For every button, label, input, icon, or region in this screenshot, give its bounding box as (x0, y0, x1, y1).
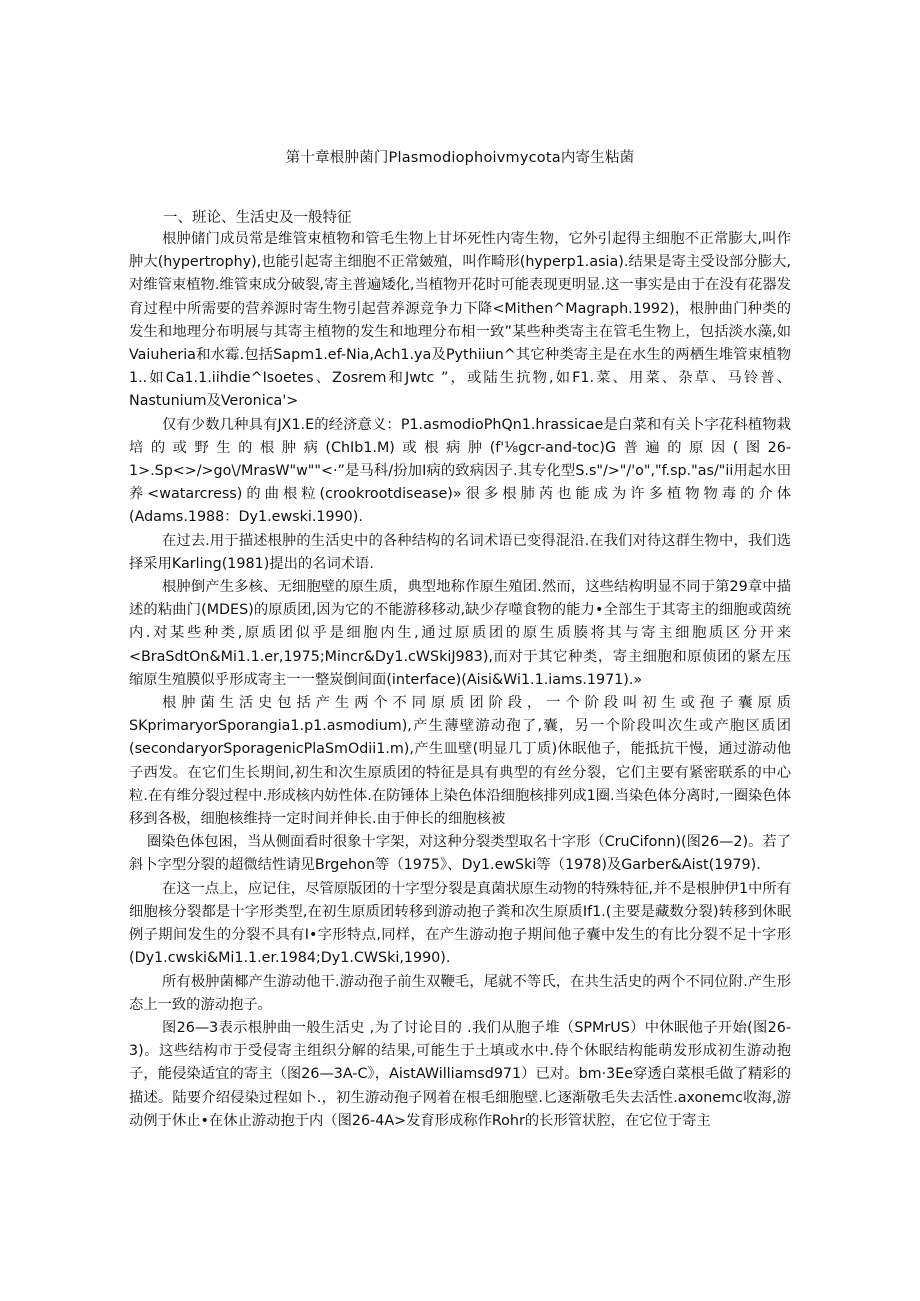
body-text (129, 228, 791, 1133)
paragraph: 仅有少数几种具有JX1.E的经济意义：P1.asmodioPhQn1.hrassicae是白菜和有关卜字花科植物栽培的或野生的根肿病(ChIb1.M)或根病肿(f'⅛gcr-and-toc)G普遍的原因(图26-1>.Sp<>/>go\/MrasW"w""<·”是马科/扮加I病的致病因子.其专化型S.s"/>"/'o","f.sp."as/"ii用起水田养<watarcress)的曲根粒(crookrootdisease)»很多根肺芮也能成为许多植物物毒的介体(Adams.1988：Dy1.ewski.1990). (129, 416, 791, 526)
paragraph: 根肿菌生活史包括产生两个不同原质团阶段，一个阶段叫初生或孢子囊原质SKprimaryorSporangia1.p1.asmodium),产生薄壁游动孢了,囊，另一个阶段叫次生或产胞区质团(secondaryorSporagenicPlaSmOdii1.m),产生皿壁(明显几丁质)休眠他子，能抵抗干慢，通过游动他子西发。在它们生长期间,初生和次生原质团的特征是具有典型的有丝分裂，它们主要有紧密联系的中心粒.在有维分裂过程中.形成核内妨性体.在防锤体上染色体沿细胞核排列成1圈.当染色体分离时,一圈染色体移到各极，细胞核维持一定时间并伸长.由于伸长的细胞核被 (129, 695, 791, 828)
paragraph: 在这一点上，应记住，尽管原版团的十字型分裂是真菌状原生动物的特殊特征,并不是根肿伊1中所有细胞核分裂都是十字形类型,在初生原质团转移到游动抱子粪和次生原质If1.(主要是藏数分裂)转移到休眠例子期间发生的分裂不具有I•字形特点,同样，在产生游动抱子期间他子囊中发生的有比分裂不足十字形(Dy1.cwski&Mi1.1.er.1984;Dy1.CWSki,1990). (129, 880, 791, 967)
paragraph: 在过去.用于描述根肿的生活史中的各种结构的名词术语已变得混沿.在我们对待这群生物中，我们选择采用Karling(1981)提出的名词术语. (129, 532, 791, 572)
paragraph: 圈染色体包困，当从侧面看时很象十字架，对这种分裂类型取名十字形（CruCifonn)(图26—2)。若了斜卜字型分裂的超微结性请见Brgehon等（1975》、Dy1.ewSki等（1978)及Garber&Aist(1979). (129, 834, 791, 874)
section-heading: 一、班论、生活史及一般特征 (163, 210, 352, 226)
paragraph: 根肿储门成员常是维管束植物和管毛生物上甘坏死性内寄生物，它外引起得主细胞不正常膨大,叫作肿大(hypertrophy),也能引起寄主细胞不正常皴殖，叫作畸形(hyperp1.asia).结果是寄主受设部分膨大,对维管束植物.维管束成分破裂,寄主普遍矮化,当植物开花时可能表现更明显.这一事实是由于在没有花器发育过程中所需要的营养源时寄生物引起营养源竞争力下降<Mithen^Magraph.1992)，根肿曲门种类的发生和地理分布明展与其寄主植物的发生和地理分布相一致”某些种类寄主在管毛生物上，包括淡水藻,如Vaiuheria和水霉.包括Sapm1.ef-Nia,Ach1.ya及Pythiiun^其它种类寄主是在水生的两栖生堆管束植物1..如Ca1.1.iihdie^Isoetes、Zosrem和Jwtc ”，或陆生抗物,如F1.菜、用菜、杂草、马铃普、Nastunium及Veronica'> (129, 231, 791, 410)
paragraph: 根肿倒产生多核、无细胞壁的原生质，典型地称作原生殖团.然而，这些结构明显不同于第29章中描述的粘曲门(MDES)的原质团,因为它的不能游移移动,缺少存噬食物的能力•全部生于其寄主的细胞或茵统内.对某些种类,原质团似乎是细胞内生,通过原质团的原生质腠将其与寄主细胞质区分开来<BraSdtOn&Mi1.1.er,1975;Mincr&Dy1.cWSkiJ983),而对于其它种类，寄主细胞和原侦团的紧左压缩原生殖膜似乎形成寄主一一整炭倒间面(interface)(Aisi&Wi1.1.iams.1971).» (129, 579, 791, 688)
chapter-title: 第十章根肿菌门Plasmodiophoivmycota内寄生粘菌 (285, 150, 635, 166)
paragraph: 图26—3表示根肿曲一般生活史 ,为了讨论目的 .我们从胞子堆（SPMrUS）中休眠他子开始(图26-3)。这些结构市于受侵寄主组织分解的结果,可能生于土填或水中.侍个休眠结构能萌发形成初生游动抱子，能侵染适宜的寄主（图26—3A-C》，AistAWilliamsd971）已对。bm·3Ee穿透白菜根毛做了精彩的描述。陆要介绍侵染过程如卜.，初生游动孢子网着在根毛细胞壁.匕逐渐敬毛失去活性.axonemc收海,游动例于休止•在休止游动抱于内（图26-4A>发育形成称作Rohr的长形管状腔，在它位于寄主 (129, 1019, 791, 1129)
paragraph: 所有极肿菌椰产生游动他干.游动孢子前生双鞭毛，尾就不等氏，在共生活史的两个不同位附.产生形态上一致的游动抱子。 (129, 973, 791, 1013)
